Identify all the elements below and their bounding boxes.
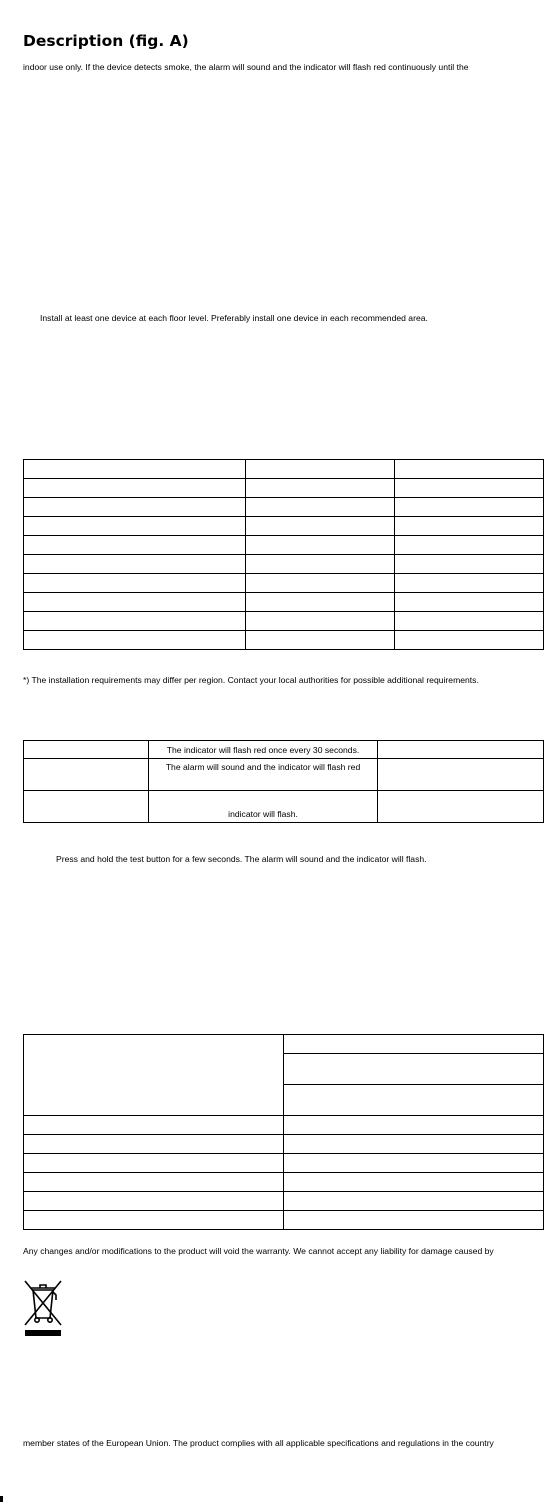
installation-table [23,459,544,650]
table-row [24,536,544,555]
specifications-table [23,1034,544,1230]
table-row [24,1173,544,1192]
table-cell [395,479,544,498]
table-cell [245,574,395,593]
table-cell [245,536,395,555]
table-cell [24,631,246,650]
table-cell [24,555,246,574]
table-cell [395,536,544,555]
eu-compliance-paragraph: member states of the European Union. The product complies with all applicable specifications and regulations in the country [23,1438,494,1448]
table-row [24,612,544,631]
table-cell [24,593,246,612]
table-cell [24,479,246,498]
table-cell [245,498,395,517]
table-cell [378,741,544,759]
table-cell [24,1211,284,1230]
table-row [24,631,544,650]
table-cell [395,574,544,593]
table-row [24,517,544,536]
table-cell [284,1192,544,1211]
table-row [24,1192,544,1211]
table-cell [378,791,544,823]
table-cell [284,1035,544,1054]
table-cell [395,517,544,536]
table-cell [284,1211,544,1230]
table-row [24,1211,544,1230]
status-alarm-cell: The alarm will sound and the indicator will flash red [148,759,378,791]
install-instruction: Install at least one device at each floor level. Preferably install one device in each recommended area. [40,313,428,323]
table-cell [395,460,544,479]
crossed-out-wheelie-bin-icon [22,1278,64,1338]
table-cell [284,1135,544,1154]
table-cell [24,1192,284,1211]
table-cell [245,460,395,479]
table-row [24,555,544,574]
table-cell [24,1116,284,1135]
table-cell [395,631,544,650]
warranty-paragraph: Any changes and/or modifications to the product will void the warranty. We cannot accept any liability for damage caused by [23,1246,494,1256]
intro-paragraph: indoor use only. If the device detects smoke, the alarm will sound and the indicator will flash red continuously until the [23,62,469,72]
table-cell [378,759,544,791]
table-cell [24,1135,284,1154]
crop-mark [0,1496,3,1502]
table-row [24,1135,544,1154]
table-row [24,574,544,593]
table-row [24,791,544,823]
table-cell [24,1154,284,1173]
table-row [24,460,544,479]
table-cell [245,593,395,612]
table-cell [24,741,149,759]
table-cell [284,1154,544,1173]
installation-footnote: *) The installation requirements may differ per region. Contact your local authorities for possible additional requirements. [23,675,479,685]
table-row [24,498,544,517]
table-cell [395,555,544,574]
table-cell [245,555,395,574]
table-cell [395,593,544,612]
status-test-cell: indicator will flash. [148,791,378,823]
table-row [24,1116,544,1135]
table-row [24,479,544,498]
table-row [24,593,544,612]
test-instruction: Press and hold the test button for a few seconds. The alarm will sound and the indicator will flash. [56,854,427,864]
status-normal-cell: The indicator will flash red once every 30 seconds. [148,741,378,759]
table-cell [245,517,395,536]
table-cell [284,1054,544,1085]
table-cell [24,759,149,791]
table-cell [245,612,395,631]
table-cell [24,498,246,517]
table-row [24,741,544,759]
table-cell [24,1035,284,1116]
page-title: Description (fig. A) [23,32,189,50]
table-row [24,1154,544,1173]
table-cell [245,631,395,650]
table-cell [24,612,246,631]
table-row [24,759,544,791]
table-cell [24,536,246,555]
table-cell [24,460,246,479]
table-cell [284,1116,544,1135]
table-cell [24,517,246,536]
table-row [24,1035,544,1054]
table-cell [24,574,246,593]
table-cell [395,612,544,631]
table-cell [24,1173,284,1192]
table-cell [284,1085,544,1116]
table-cell [284,1173,544,1192]
indicator-status-table [23,740,544,823]
table-cell [24,791,149,823]
table-cell [245,479,395,498]
table-cell [395,498,544,517]
